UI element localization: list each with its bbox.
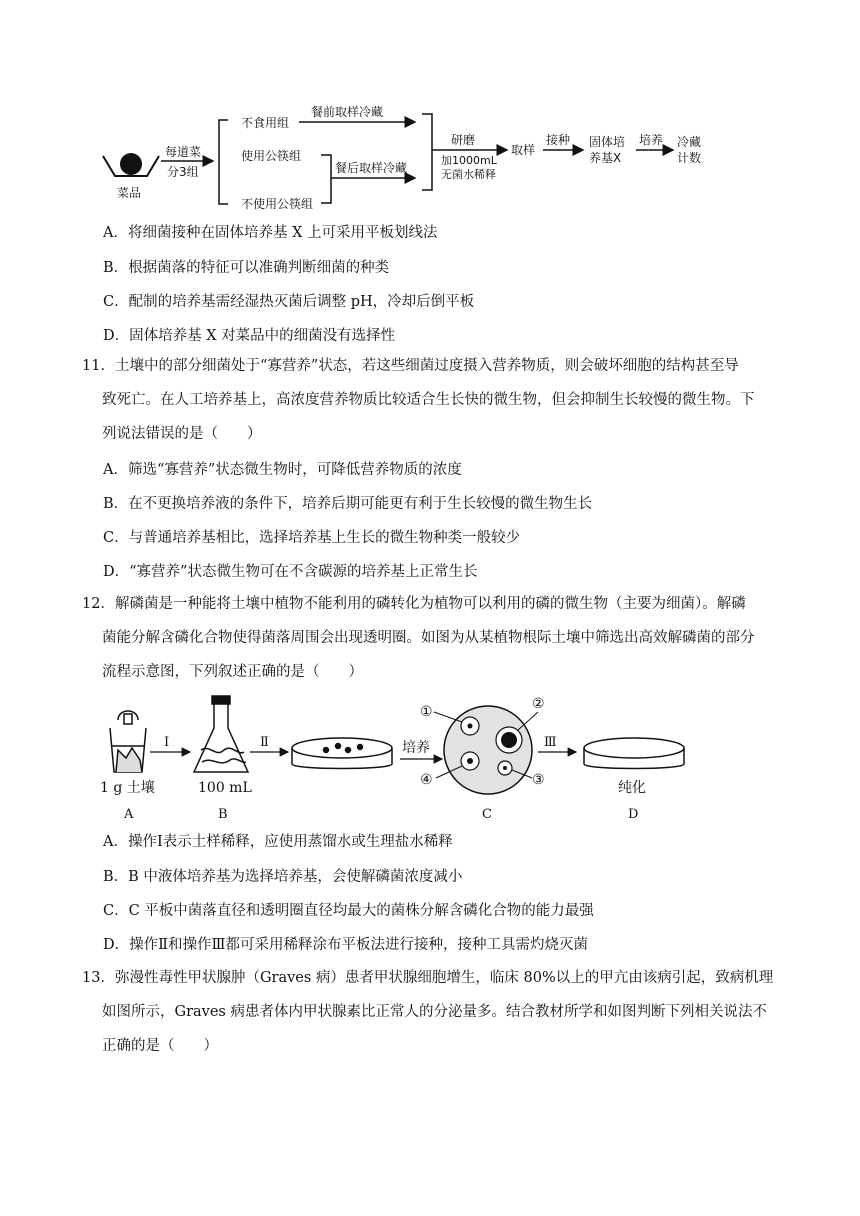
colony-1-label: ① [420,704,433,720]
q10-option-a: A．将细菌接种在固体培养基 X 上可采用平板划线法 [103,225,438,241]
q12-option-a: A．操作Ⅰ表示土样稀释，应使用蒸馏水或生理盐水稀释 [103,834,453,850]
flask-icon [194,696,248,772]
dish-label: 菜品 [117,186,142,200]
q12-line-3: 流程示意图，下列叙述正确的是（ ） [102,664,363,680]
inoculate-label: 接种 [546,133,571,147]
purify-label: 纯化 [618,780,646,796]
screening-flow-diagram [98,688,698,824]
group-3-label: 不使用公筷组 [241,197,314,211]
volume-label: 100 mL [198,780,252,796]
q13-stem [82,961,782,1063]
q11-option-c: C．与普通培养基相比，选择培养基上生长的微生物种类一般较少 [103,530,521,546]
q12-line-2: 菌能分解含磷化合物使得菌落周围会出现透明圈。如图为从某植物根际土壤中筛选出高效解磷菌的部分 [102,630,755,646]
q12-option-c: C．C 平板中菌落直径和透明圈直径均最大的菌株分解含磷化合物的能力最强 [103,903,594,919]
q12-option-d: D．操作Ⅱ和操作Ⅲ都可采用稀释涂布平板法进行接种，接种工具需灼烧灭菌 [103,937,588,953]
group-2-label: 使用公筷组 [241,149,302,163]
soil-beaker-icon [110,711,146,772]
q11-line-2: 致死亡。在人工培养基上，高浓度营养物质比较适合生长快的微生物，但会抑制生长较慢的微生物。下 [102,392,755,408]
plate-c-icon [444,706,532,794]
colony-3-label: ③ [532,772,545,788]
q13-line-2: 如图所示，Graves 病患者体内甲状腺素比正常人的分泌量多。结合教材所学和如图判断下列相关说法不 [102,1004,767,1020]
q11-option-b: B．在不更换培养液的条件下，培养后期可能更有利于生长较慢的微生物生长 [103,496,593,512]
q12-line-1: 12．解磷菌是一种能将土壤中植物不能利用的磷转化为植物可以利用的磷的微生物（主要为细菌）。解磷 [82,596,746,612]
op-2-label: Ⅱ [260,735,269,750]
split-label-2: 分3组 [167,165,199,179]
dilute-label-1: 加1000mL [441,154,497,167]
plate-d-icon [584,738,684,769]
inner-bracket [321,155,331,203]
label-c: C [482,807,492,822]
q11-stem [82,349,782,451]
dilute-label-2: 无菌水稀释 [441,168,496,181]
q11-line-1: 11．土壤中的部分细菌处于“寡营养”状态，若这些细菌过度摄入营养物质，则会破坏细胞的结构甚至导 [82,358,739,374]
soil-label: 1 g 土壤 [100,780,155,796]
count-label-1: 冷藏 [677,135,702,149]
dish-icon [103,153,159,176]
colony-4-label: ④ [420,772,433,788]
q11-line-3: 列说法错误的是（ ） [102,426,262,442]
q11-option-a: A．筛选“寡营养”状态微生物时，可降低营养物质的浓度 [103,462,462,478]
q12-option-b: B．B 中液体培养基为选择培养基，会使解磷菌浓度减小 [103,869,463,885]
op-3-label: Ⅲ [544,735,557,750]
split-label-1: 每道菜 [165,145,202,159]
culture-label: 培养 [402,740,430,756]
group-bracket [219,120,228,204]
q10-option-c: C．配制的培养基需经湿热灭菌后调整 pH，冷却后倒平板 [103,294,475,310]
grind-label: 研磨 [451,133,476,147]
q11-option-d: D．“寡营养”状态微生物可在不含碳源的培养基上正常生长 [103,564,478,580]
q12-stem [82,587,782,689]
sampling-flow-diagram [95,100,735,212]
group-1-label: 不食用组 [241,116,290,130]
culture-label: 培养 [639,133,664,147]
after-meal-label: 餐后取样冷藏 [335,161,408,175]
q13-line-3: 正确的是（ ） [102,1038,218,1054]
q13-line-1: 13．弥漫性毒性甲状腺肿（Graves 病）患者甲状腺细胞增生，临床 80%以上的甲亢由该病引起，致病机理 [82,970,774,986]
q10-option-d: D．固体培养基 X 对菜品中的细菌没有选择性 [103,328,396,344]
petri-dish-icon [292,738,392,769]
sample-label: 取样 [511,143,536,157]
label-d: D [628,807,639,822]
medium-label-2: 养基X [589,151,622,165]
count-label-2: 计数 [677,151,702,165]
label-b: B [218,807,228,822]
merge-bracket [422,114,432,190]
q10-option-b: B．根据菌落的特征可以准确判断细菌的种类 [103,260,390,276]
medium-label-1: 固体培 [589,135,626,149]
colony-2-label: ② [532,696,545,712]
before-meal-label: 餐前取样冷藏 [311,105,384,119]
label-a: A [124,807,134,822]
op-1-label: I [164,735,170,750]
